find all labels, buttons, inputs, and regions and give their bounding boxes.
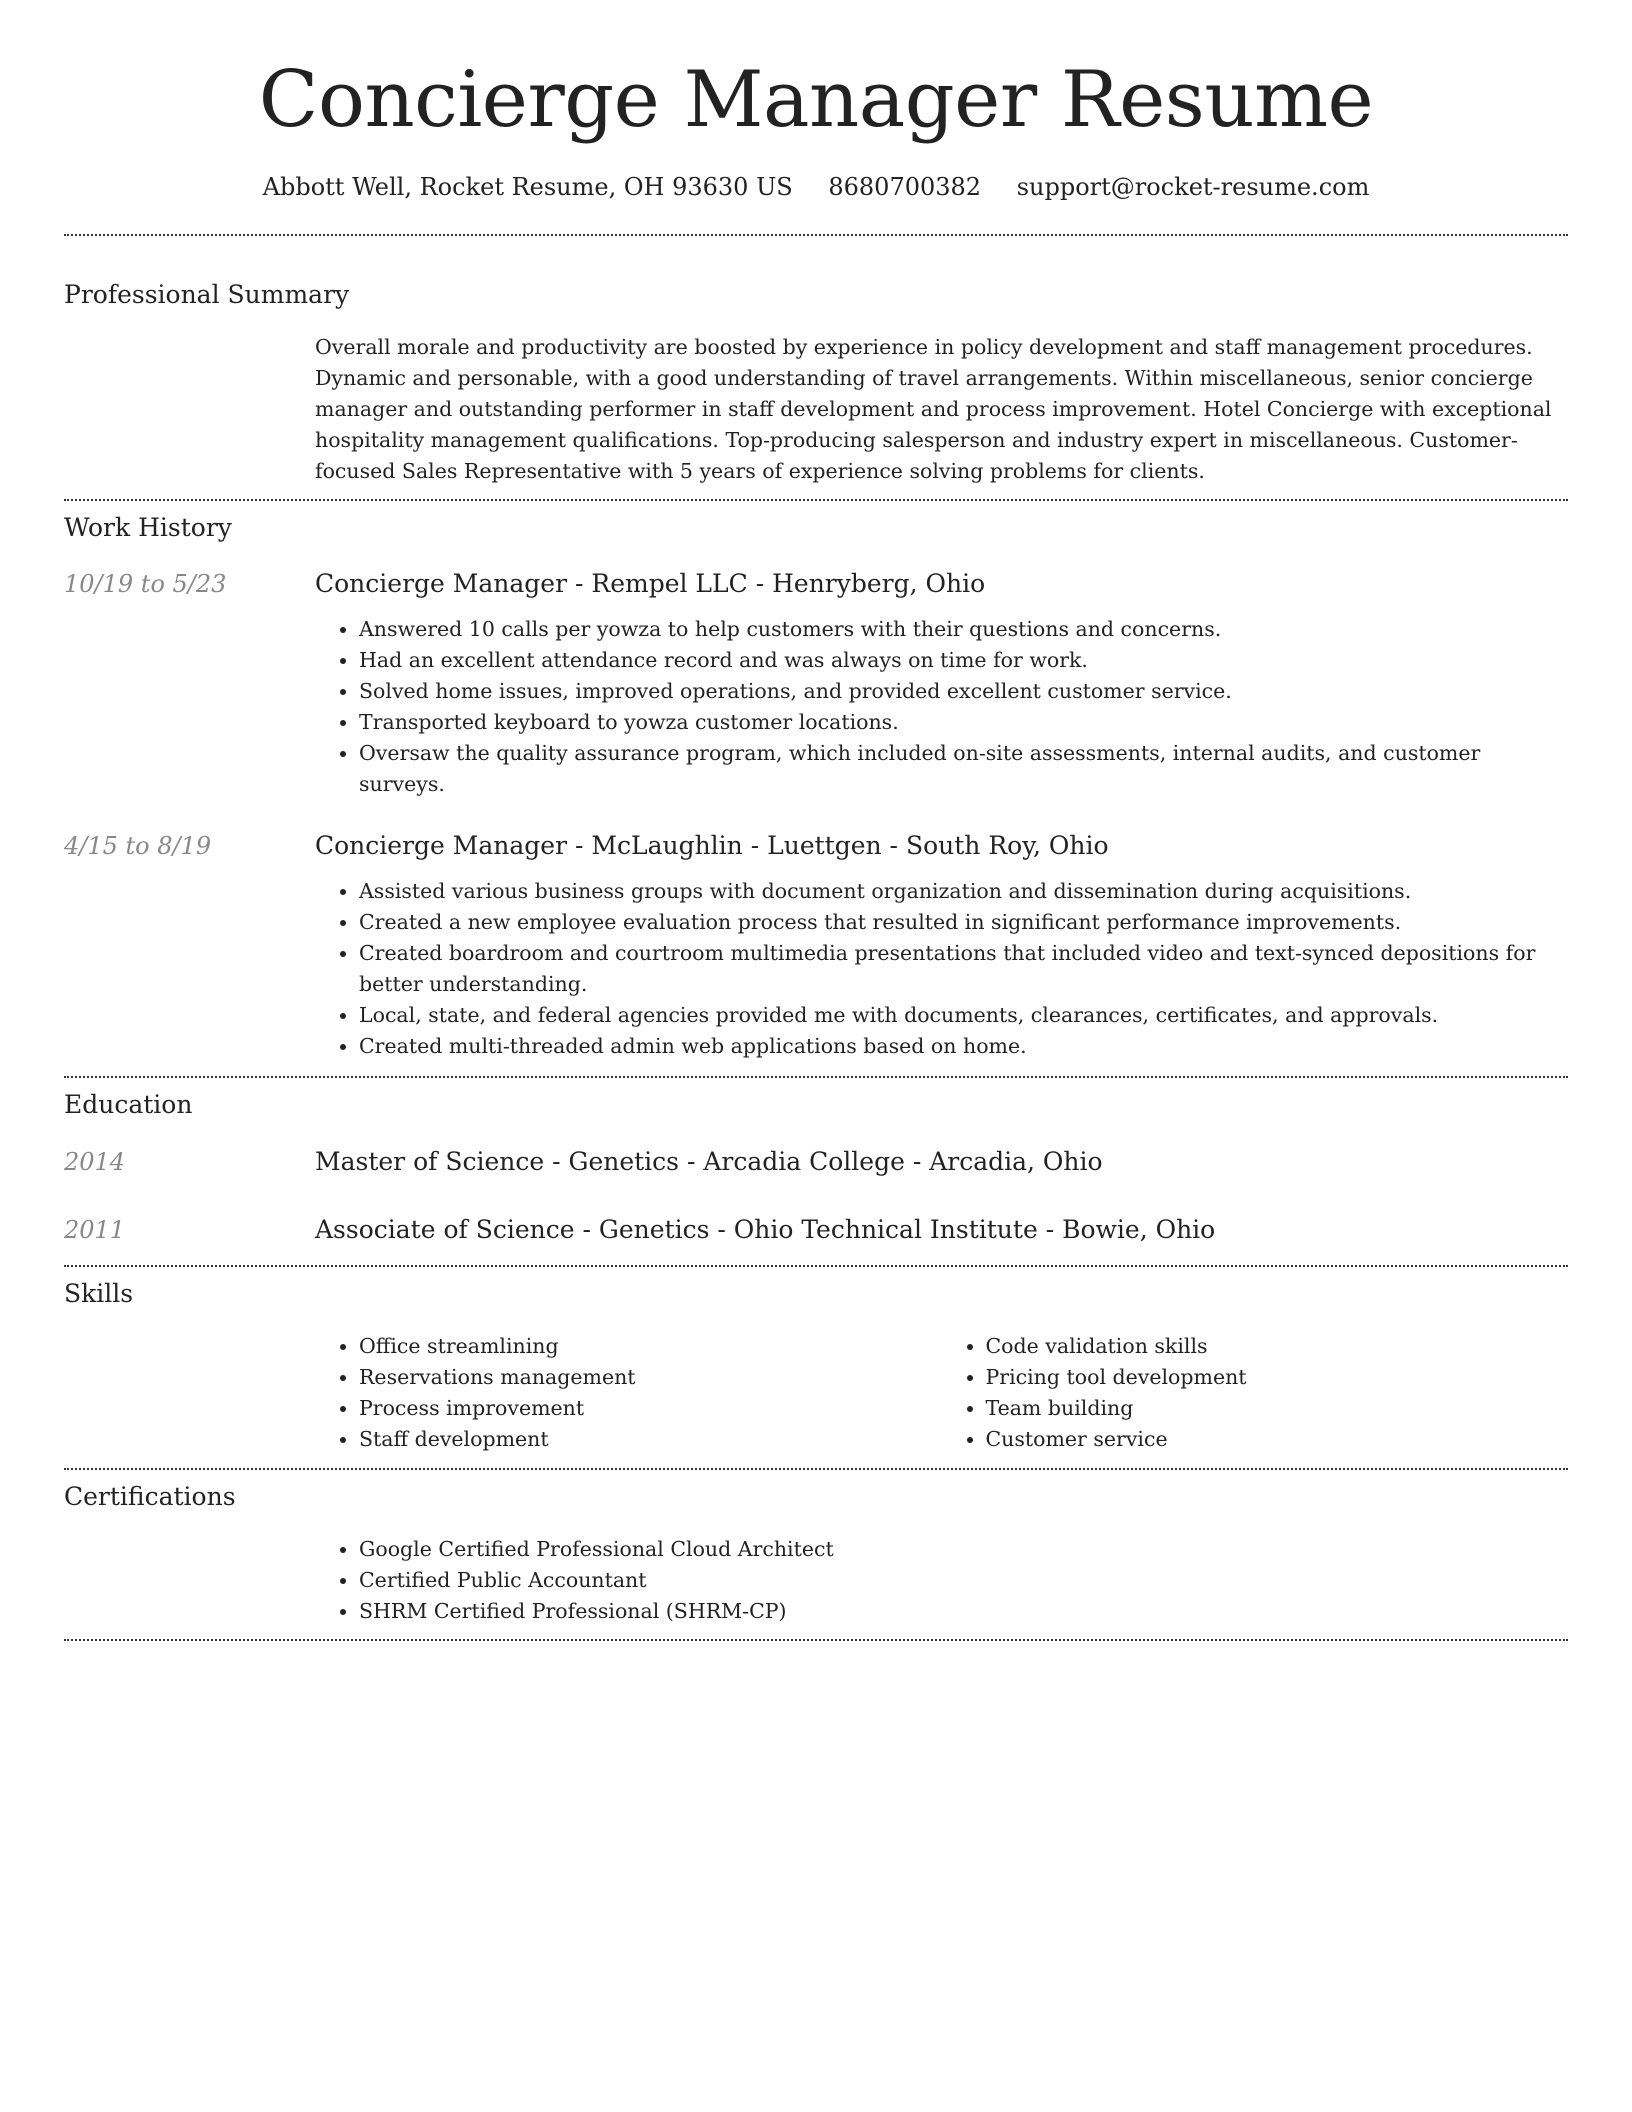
education-heading: Education xyxy=(64,1090,193,1119)
job-bullet: • Had an excellent attendance record and was always on time for work. xyxy=(359,645,1568,676)
certifications-heading: Certifications xyxy=(64,1482,236,1511)
job-bullet: • Created a new employee evaluation process that resulted in significant performance improvements. xyxy=(359,907,1568,938)
education-year: 2014 xyxy=(64,1148,126,1176)
job-dates: 4/15 to 8/19 xyxy=(64,832,212,860)
divider xyxy=(64,499,1568,501)
summary-heading: Professional Summary xyxy=(64,280,350,309)
education-entry xyxy=(64,1145,1568,1179)
certifications-list xyxy=(315,1534,1568,1627)
certification-item: • SHRM Certified Professional (SHRM-CP) xyxy=(359,1596,1568,1627)
education-degree: Master of Science - Genetics - Arcadia College - Arcadia, Ohio xyxy=(315,1147,1103,1176)
contact-line xyxy=(64,170,1568,204)
summary-section xyxy=(64,278,1568,487)
job-bullet: • Transported keyboard to yowza customer locations. xyxy=(359,707,1568,738)
job-bullet: • Local, state, and federal agencies provided me with documents, clearances, certificates, and approvals. xyxy=(359,1000,1568,1031)
skills-list-left xyxy=(315,1331,942,1455)
job-title: Concierge Manager - Rempel LLC - Henryberg, Ohio xyxy=(315,569,986,598)
divider xyxy=(64,1265,1568,1267)
resume-title: Concierge Manager Resume xyxy=(258,55,1374,145)
certification-item: • Google Certified Professional Cloud Architect xyxy=(359,1534,1568,1565)
skill-item: • Process improvement xyxy=(359,1393,942,1424)
divider xyxy=(64,1639,1568,1641)
skill-item: • Code validation skills xyxy=(986,1331,1569,1362)
certification-item: • Certified Public Accountant xyxy=(359,1565,1568,1596)
skills-heading: Skills xyxy=(64,1279,134,1308)
contact-email: support@rocket-resume.com xyxy=(1016,173,1370,201)
job-bullet: • Assisted various business groups with document organization and dissemination during acquisitions. xyxy=(359,876,1568,907)
work-history-heading: Work History xyxy=(64,513,232,542)
skill-item: • Team building xyxy=(986,1393,1569,1424)
skills-columns xyxy=(315,1331,1568,1455)
resume-page xyxy=(64,0,1568,1641)
job-bullet: • Created boardroom and courtroom multimedia presentations that included video and text-synced depositions for better understanding. xyxy=(359,938,1568,1000)
contact-address: Abbott Well, Rocket Resume, OH 93630 US xyxy=(262,173,793,201)
education-degree: Associate of Science - Genetics - Ohio Technical Institute - Bowie, Ohio xyxy=(315,1215,1216,1244)
divider xyxy=(64,234,1568,236)
job-entry xyxy=(64,567,1568,800)
job-bullet: • Answered 10 calls per yowza to help customers with their questions and concerns. xyxy=(359,614,1568,645)
skill-item: • Office streamlining xyxy=(359,1331,942,1362)
job-dates: 10/19 to 5/23 xyxy=(64,570,227,598)
skill-item: • Customer service xyxy=(986,1424,1569,1455)
job-bullet: • Oversaw the quality assurance program, which included on-site assessments, internal audits, and customer surveys. xyxy=(359,738,1568,800)
education-entry xyxy=(64,1213,1568,1247)
education-year: 2011 xyxy=(64,1216,126,1244)
skill-item: • Staff development xyxy=(359,1424,942,1455)
skills-section xyxy=(64,1277,1568,1455)
certifications-section xyxy=(64,1480,1568,1627)
contact-phone: 8680700382 xyxy=(828,173,982,201)
skill-item: • Reservations management xyxy=(359,1362,942,1393)
divider xyxy=(64,1076,1568,1078)
divider xyxy=(64,1468,1568,1470)
job-bullets xyxy=(315,614,1568,800)
job-bullet: • Solved home issues, improved operations, and provided excellent customer service. xyxy=(359,676,1568,707)
education-section xyxy=(64,1088,1568,1247)
job-bullets xyxy=(315,876,1568,1062)
job-title: Concierge Manager - McLaughlin - Luettgen - South Roy, Ohio xyxy=(315,831,1109,860)
work-history-section xyxy=(64,511,1568,1062)
job-entry xyxy=(64,829,1568,1062)
job-bullet: • Created multi-threaded admin web applications based on home. xyxy=(359,1031,1568,1062)
skill-item: • Pricing tool development xyxy=(986,1362,1569,1393)
summary-text: Overall morale and productivity are boosted by experience in policy development and staff management procedures. Dynamic and personable, with a good understanding of travel arrangements. Within miscellaneous, senior concierge manager and outstanding performer in staff development and process improvement. Hotel Concierge with exceptional hospitality management qualifications. Top-producing salesperson and industry expert in miscellaneous. Customer-focused Sales Representative with 5 years of experience solving problems for clients. xyxy=(315,335,1552,483)
skills-list-right xyxy=(942,1331,1569,1455)
